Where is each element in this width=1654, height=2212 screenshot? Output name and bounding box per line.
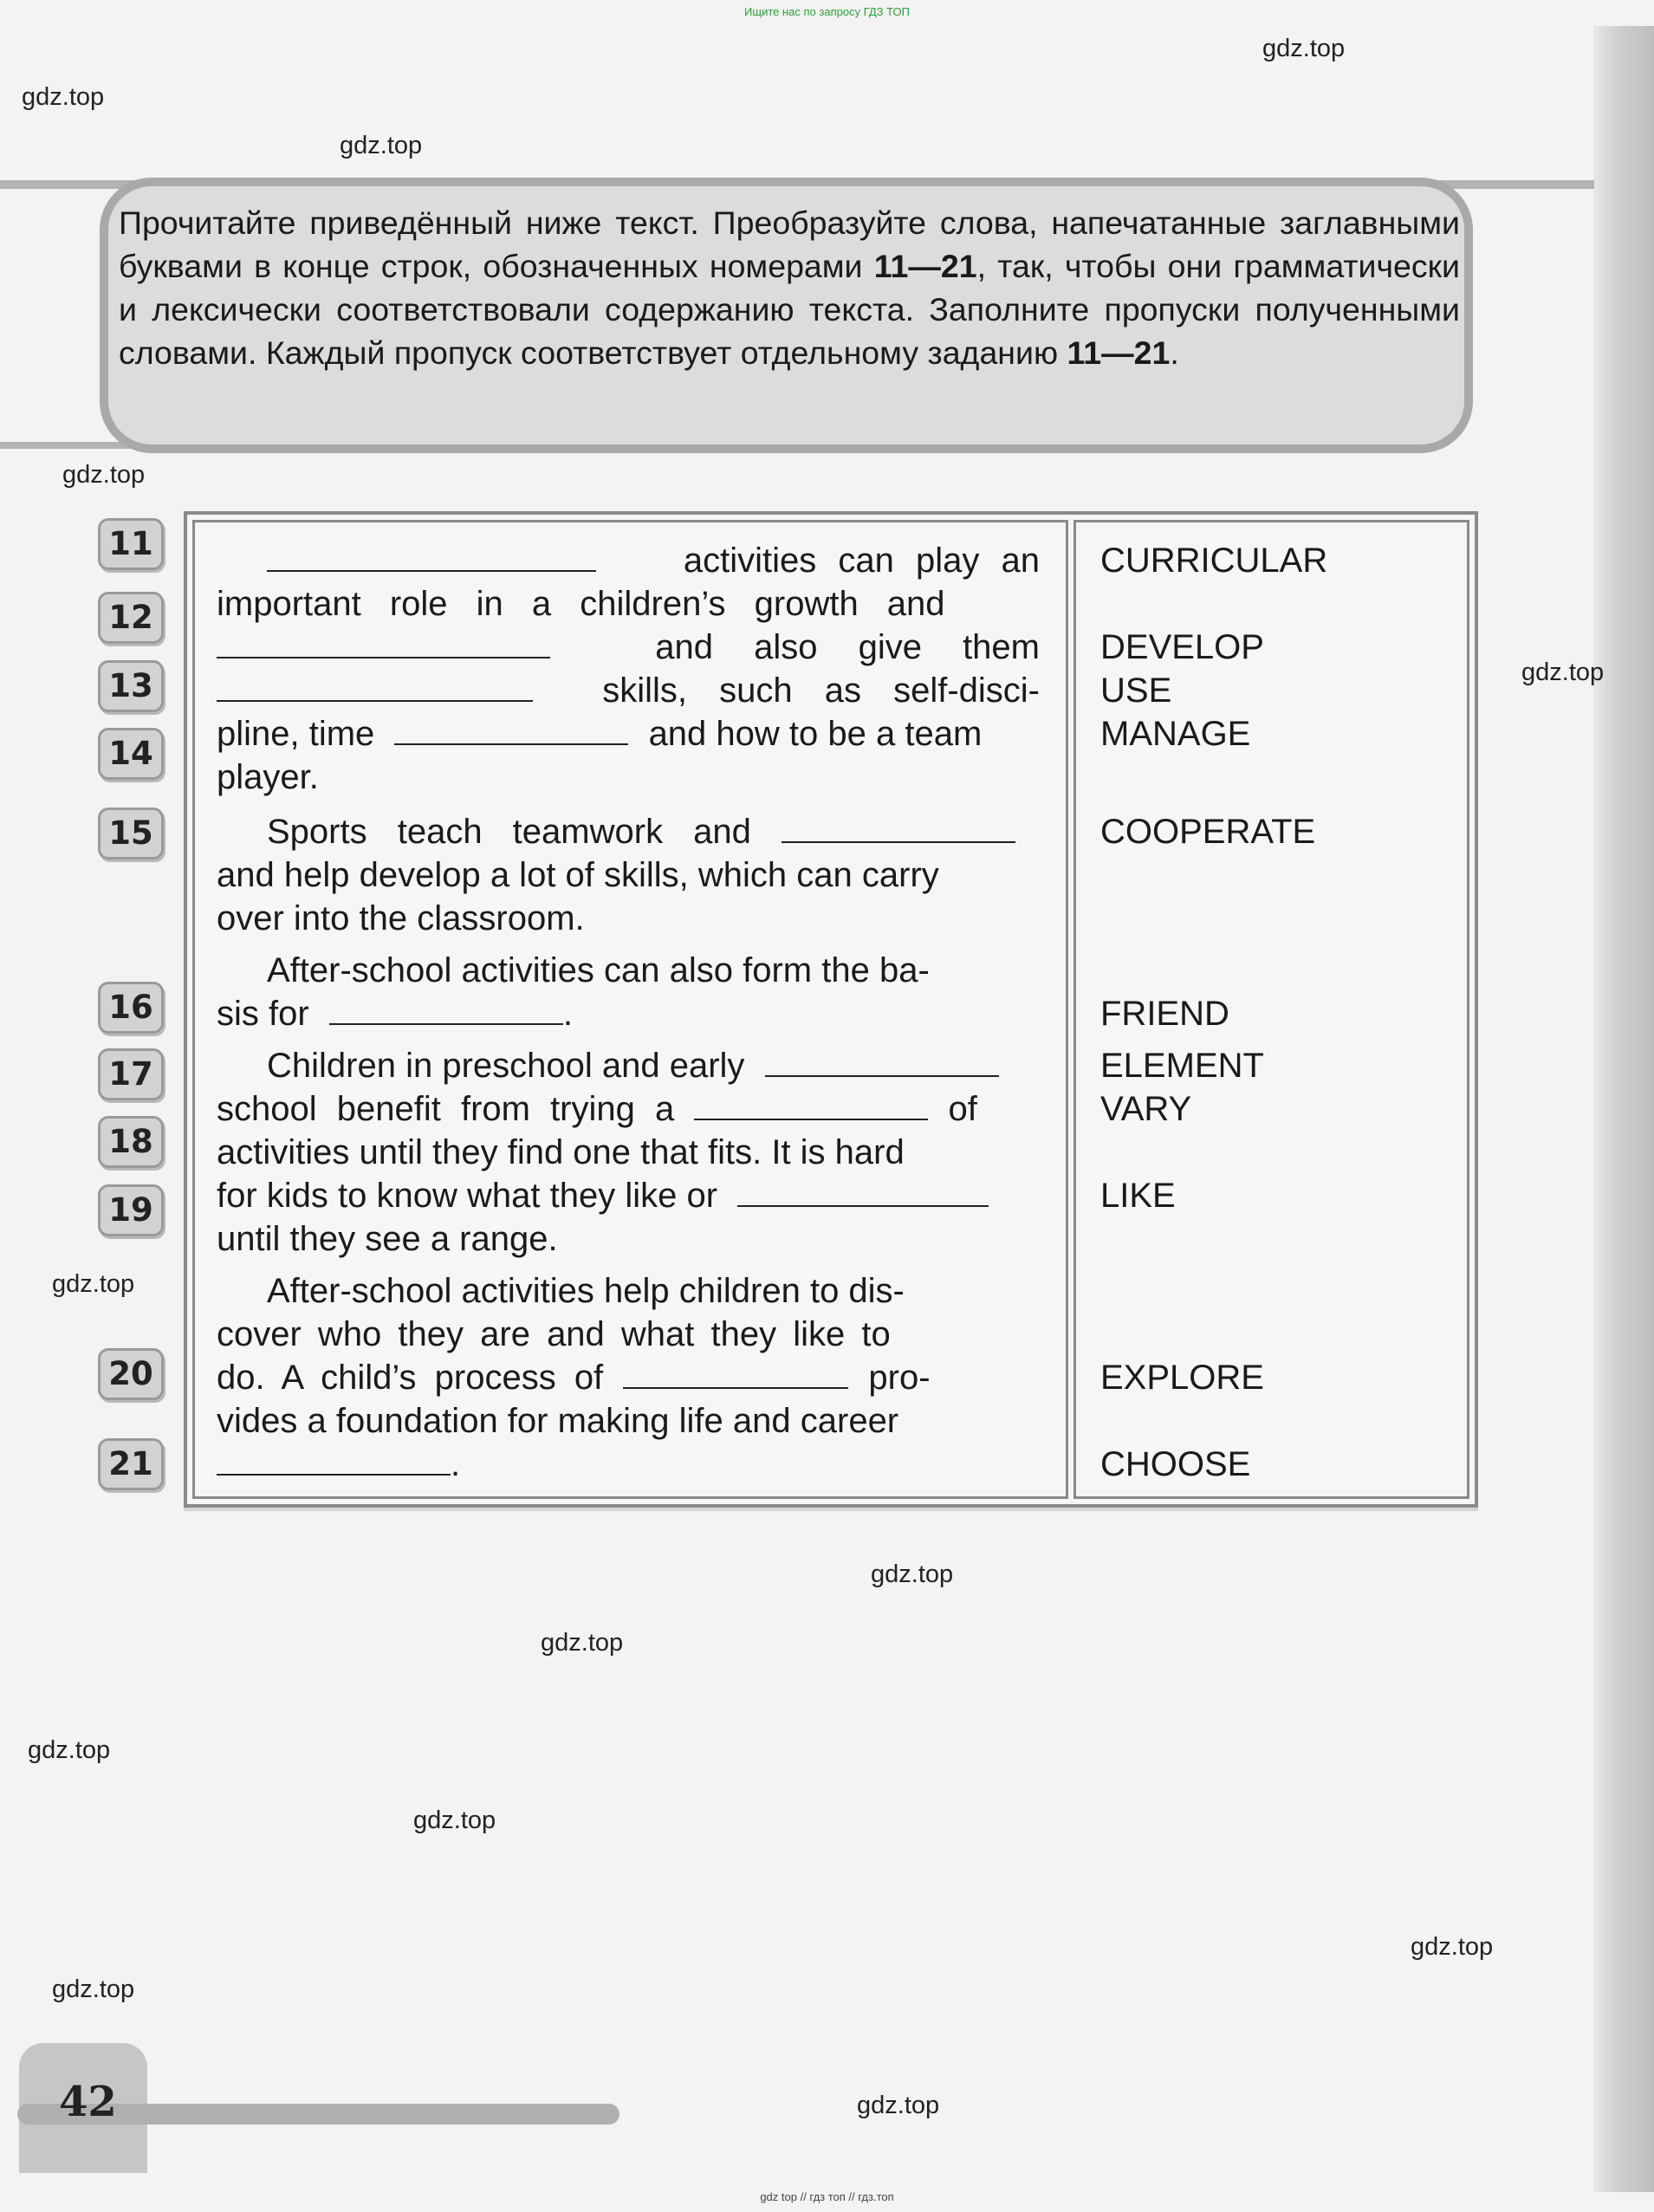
- text-line: [217, 949, 1040, 992]
- task-number-badge: 16: [98, 982, 164, 1034]
- page-number: 42: [59, 2078, 117, 2126]
- text-fragment: sis for: [217, 995, 309, 1033]
- task-number-badge: 20: [98, 1348, 164, 1400]
- source-word: ELEMENT: [1100, 1047, 1264, 1085]
- text-line: [217, 756, 1040, 799]
- text-line: [217, 539, 1040, 582]
- task-number-badge: 15: [98, 808, 164, 860]
- text-fragment: .: [451, 1445, 461, 1483]
- watermark: gdz.top: [1411, 1933, 1494, 1961]
- watermark: gdz.top: [340, 132, 423, 159]
- text-fragment: vides a foundation for making life and career: [217, 1402, 899, 1440]
- text-fragment: player.: [217, 758, 319, 796]
- task-number-badge: 21: [98, 1438, 164, 1490]
- watermark: gdz.top: [413, 1807, 496, 1834]
- watermark: gdz.top: [28, 1736, 111, 1764]
- source-word: FRIEND: [1100, 995, 1229, 1033]
- column-divider: [1066, 520, 1076, 1499]
- text-fragment: skills, such as self-disci-: [602, 671, 1040, 710]
- task-number-badge: 14: [98, 728, 164, 780]
- top-banner: Ищите нас по запросу ГДЗ ТОП: [744, 5, 910, 18]
- text-fragment: until they see a range.: [217, 1220, 558, 1258]
- source-word: MANAGE: [1100, 715, 1251, 753]
- text-fragment: activities until they find one that fits. It is hard: [217, 1133, 905, 1171]
- answer-blank[interactable]: [267, 539, 596, 572]
- text-line: [217, 1443, 1040, 1486]
- text-line: [217, 992, 1040, 1035]
- instruction-part2: , так, чтобы они грамматически и лексически соответствовали содержанию текста. Заполните пропуски полученными словами. Каждый пропуск соответствует отдельному заданию: [119, 248, 1460, 371]
- source-word: CURRICULAR: [1100, 542, 1328, 580]
- task-number-badge: 11: [98, 518, 164, 570]
- watermark: gdz.top: [52, 1975, 135, 2003]
- text-fragment: After-school activities help children to dis-: [267, 1272, 905, 1310]
- source-word: DEVELOP: [1100, 628, 1264, 666]
- watermark: gdz.top: [1262, 35, 1346, 62]
- instruction-text: [119, 201, 1460, 374]
- task-number-badge: 18: [98, 1116, 164, 1168]
- answer-blank[interactable]: [765, 1044, 999, 1077]
- text-line: [217, 582, 1040, 626]
- watermark: gdz.top: [52, 1270, 135, 1298]
- text-fragment: After-school activities can also form the ba-: [267, 951, 930, 989]
- text-line: [217, 1399, 1040, 1443]
- instruction-part1: Прочитайте приведённый ниже текст. Преобразуйте слова, напечатанные заглавными буквами в конце строк, обозначенных номерами: [119, 204, 1460, 284]
- text-fragment: and also give them: [655, 628, 1040, 666]
- source-word: CHOOSE: [1100, 1445, 1251, 1483]
- text-line: [217, 1174, 1040, 1217]
- text-fragment: pro-: [868, 1359, 931, 1397]
- answer-blank[interactable]: [782, 810, 1015, 843]
- instruction-range2: 11—21: [1067, 334, 1171, 371]
- answer-blank[interactable]: [329, 992, 563, 1025]
- source-word: COOPERATE: [1100, 813, 1316, 851]
- page-edge-shadow: [1593, 26, 1654, 2192]
- text-line: [217, 810, 1040, 853]
- text-fragment: .: [562, 995, 573, 1033]
- bottom-banner: gdz top // гдз топ // гдз.топ: [760, 2190, 894, 2203]
- text-line: [217, 1044, 1040, 1087]
- text-fragment: school benefit from trying a: [217, 1090, 675, 1128]
- instruction-part3: .: [1170, 334, 1179, 371]
- text-fragment: Sports teach teamwork and: [267, 813, 751, 851]
- text-line: [217, 1313, 1040, 1356]
- watermark: gdz.top: [871, 1560, 954, 1588]
- text-line: [217, 626, 1040, 669]
- watermark: gdz.top: [1521, 658, 1605, 686]
- watermark: gdz.top: [22, 83, 105, 111]
- text-line: [217, 853, 1040, 897]
- text-line: [217, 1269, 1040, 1313]
- text-fragment: important role in a children’s growth and: [217, 585, 945, 623]
- text-line: [217, 1087, 1040, 1131]
- answer-blank[interactable]: [394, 712, 628, 745]
- text-line: [217, 712, 1040, 756]
- answer-blank[interactable]: [623, 1356, 848, 1389]
- answer-blank[interactable]: [737, 1174, 989, 1207]
- watermark: gdz.top: [62, 461, 146, 489]
- text-line: [217, 669, 1040, 712]
- text-fragment: Children in preschool and early: [267, 1047, 745, 1085]
- task-number-badge: 13: [98, 660, 164, 712]
- text-line: [217, 897, 1040, 940]
- text-fragment: of: [948, 1090, 977, 1128]
- task-number-badge: 17: [98, 1048, 164, 1100]
- answer-blank[interactable]: [217, 626, 550, 658]
- text-fragment: do. A child’s process of: [217, 1359, 604, 1397]
- text-fragment: pline, time: [217, 715, 375, 753]
- task-number-badge: 12: [98, 592, 164, 644]
- text-line: [217, 1131, 1040, 1174]
- text-line: [217, 1217, 1040, 1261]
- answer-blank[interactable]: [217, 1443, 451, 1476]
- watermark: gdz.top: [857, 2092, 940, 2119]
- source-word: VARY: [1100, 1090, 1192, 1128]
- instruction-side-bar: [0, 442, 139, 449]
- task-number-badge: 19: [98, 1184, 164, 1236]
- watermark: gdz.top: [541, 1629, 624, 1657]
- text-fragment: over into the classroom.: [217, 899, 585, 937]
- text-fragment: for kids to know what they like or: [217, 1177, 718, 1215]
- text-fragment: cover who they are and what they like to: [217, 1315, 891, 1353]
- text-fragment: and how to be a team: [648, 715, 983, 753]
- instruction-range1: 11—21: [873, 248, 977, 284]
- answer-blank[interactable]: [217, 669, 533, 702]
- text-fragment: activities can play an: [683, 542, 1040, 580]
- source-word: EXPLORE: [1100, 1359, 1264, 1397]
- answer-blank[interactable]: [694, 1087, 928, 1120]
- source-word: LIKE: [1100, 1177, 1176, 1215]
- text-line: [217, 1356, 1040, 1399]
- source-word: USE: [1100, 671, 1172, 710]
- text-fragment: and help develop a lot of skills, which can carry: [217, 856, 939, 894]
